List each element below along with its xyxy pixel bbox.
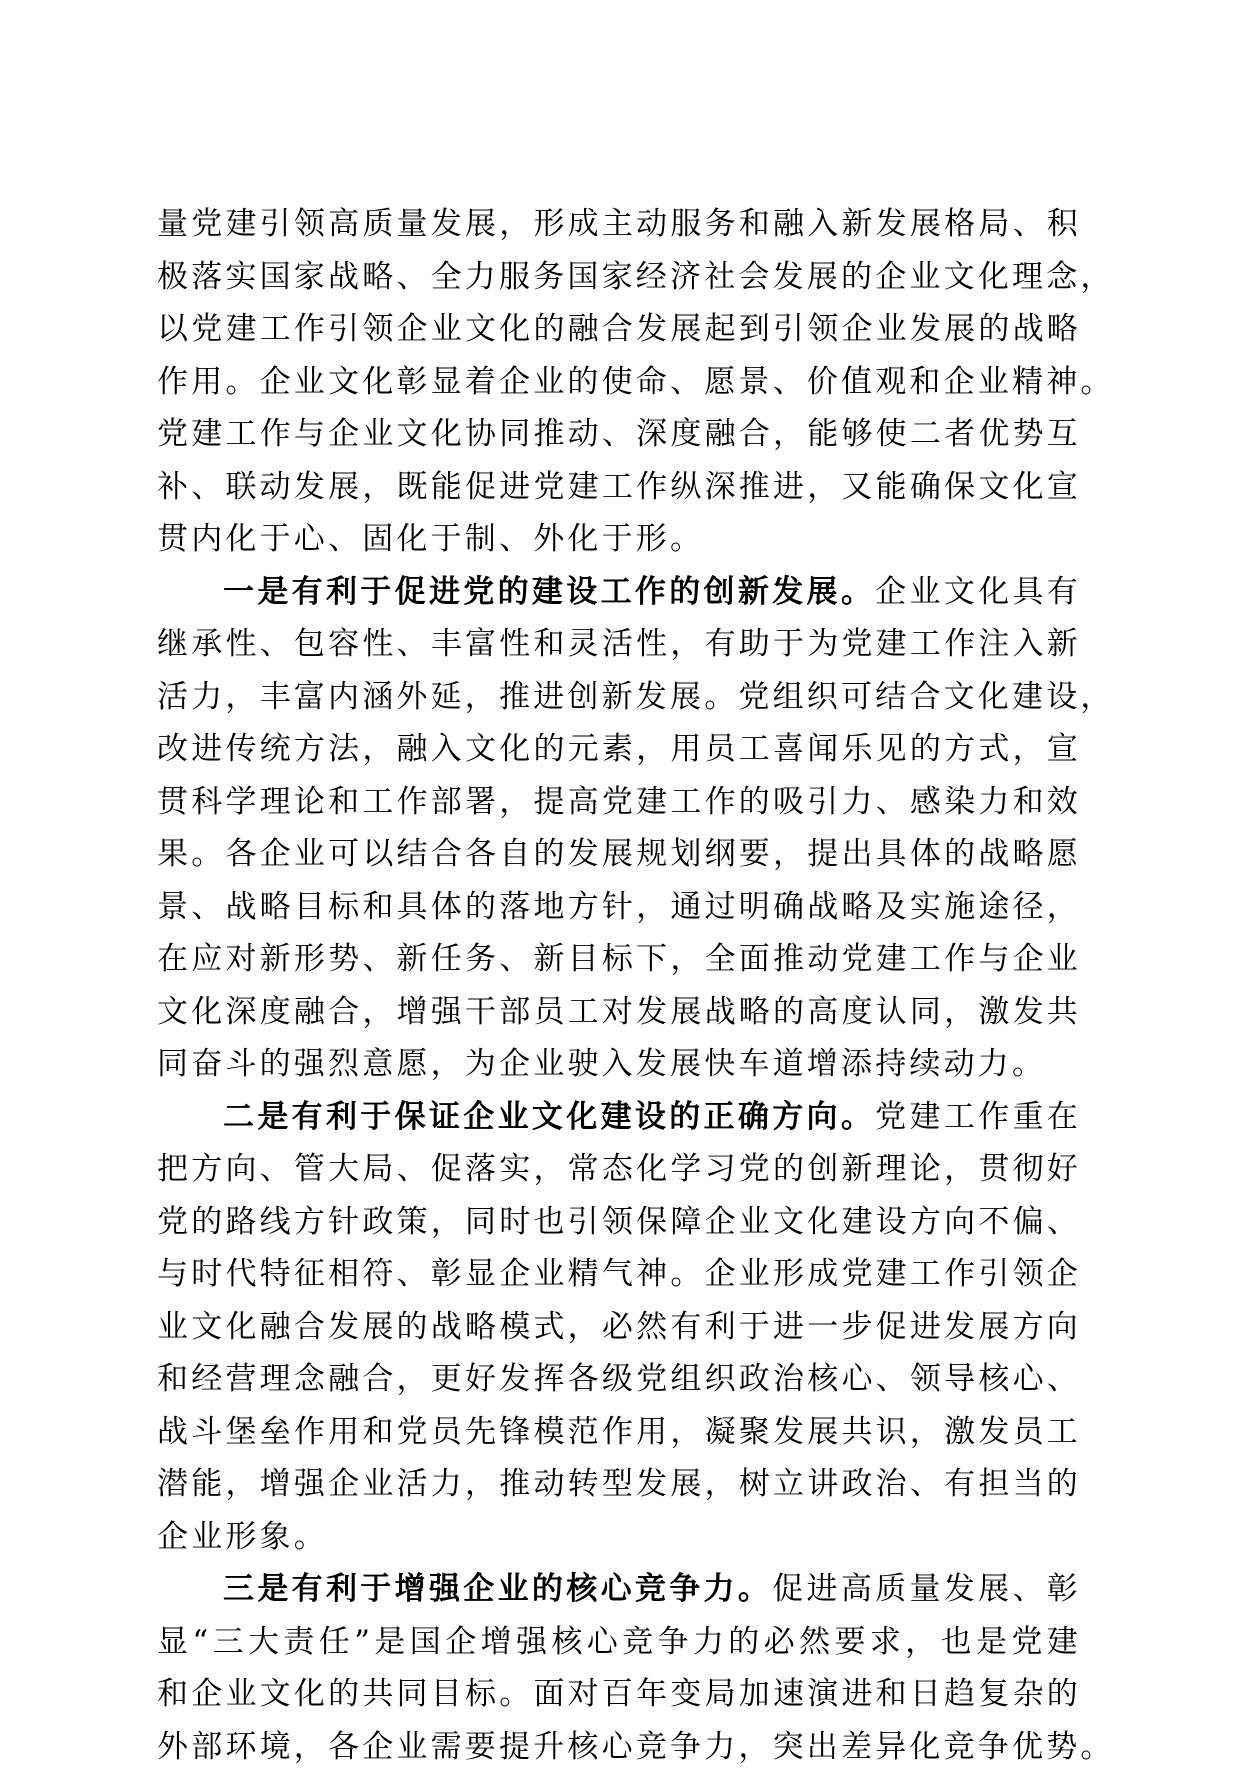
text-line: 党的路线方针政策，同时也引领保障企业文化建设方向不偏、 — [157, 1196, 1081, 1249]
paragraph-three — [157, 1563, 1081, 1773]
text-line: 贯内化于心、固化于制、外化于形。 — [157, 513, 1081, 566]
paragraph-first-line — [157, 1563, 1081, 1616]
heading-continuation: 党建工作重在 — [875, 1099, 1081, 1135]
text-line: 显“三大责任”是国企增强核心竞争力的必然要求，也是党建 — [157, 1616, 1081, 1669]
text-line: 果。各企业可以结合各自的发展规划纲要，提出具体的战略愿 — [157, 828, 1081, 881]
text-line: 继承性、包容性、丰富性和灵活性，有助于为党建工作注入新 — [157, 618, 1081, 671]
text-line: 与时代特征相符、彰显企业精气神。企业形成党建工作引领企 — [157, 1248, 1081, 1301]
text-line: 战斗堡垒作用和党员先锋模范作用，凝聚发展共识，激发员工 — [157, 1406, 1081, 1459]
text-line: 补、联动发展，既能促进党建工作纵深推进，又能确保文化宣 — [157, 461, 1081, 514]
paragraph-heading: 二是有利于保证企业文化建设的正确方向。 — [223, 1099, 875, 1135]
text-line: 极落实国家战略、全力服务国家经济社会发展的企业文化理念， — [157, 251, 1081, 304]
text-line: 量党建引领高质量发展，形成主动服务和融入新发展格局、积 — [157, 198, 1081, 251]
text-line: 业文化融合发展的战略模式，必然有利于进一步促进发展方向 — [157, 1301, 1081, 1354]
paragraph-two — [157, 1091, 1081, 1564]
heading-continuation: 企业文化具有 — [875, 574, 1081, 610]
paragraph-heading: 三是有利于增强企业的核心竞争力。 — [223, 1571, 772, 1607]
text-line: 贯科学理论和工作部署，提高党建工作的吸引力、感染力和效 — [157, 776, 1081, 829]
paragraph-heading: 一是有利于促进党的建设工作的创新发展。 — [223, 574, 875, 610]
paragraph-first-line — [157, 1091, 1081, 1144]
text-line: 改进传统方法，融入文化的元素，用员工喜闻乐见的方式，宣 — [157, 723, 1081, 776]
text-line: 党建工作与企业文化协同推动、深度融合，能够使二者优势互 — [157, 408, 1081, 461]
text-line: 和企业文化的共同目标。面对百年变局加速演进和日趋复杂的 — [157, 1668, 1081, 1721]
text-line: 作用。企业文化彰显着企业的使命、愿景、价值观和企业精神。 — [157, 356, 1081, 409]
text-line: 外部环境，各企业需要提升核心竞争力，突出差异化竞争优势。 — [157, 1721, 1081, 1773]
paragraph-first-line — [157, 566, 1081, 619]
paragraph-one — [157, 566, 1081, 1091]
text-line: 活力，丰富内涵外延，推进创新发展。党组织可结合文化建设， — [157, 671, 1081, 724]
text-line: 企业形象。 — [157, 1511, 1081, 1564]
text-line: 同奋斗的强烈意愿，为企业驶入发展快车道增添持续动力。 — [157, 1038, 1081, 1091]
document-body — [157, 198, 1081, 1773]
text-line: 把方向、管大局、促落实，常态化学习党的创新理论，贯彻好 — [157, 1143, 1081, 1196]
heading-continuation: 促进高质量发展、彰 — [772, 1571, 1081, 1607]
text-line: 以党建工作引领企业文化的融合发展起到引领企业发展的战略 — [157, 303, 1081, 356]
text-line: 景、战略目标和具体的落地方针，通过明确战略及实施途径， — [157, 881, 1081, 934]
text-line: 文化深度融合，增强干部员工对发展战略的高度认同，激发共 — [157, 986, 1081, 1039]
text-line: 潜能，增强企业活力，推动转型发展，树立讲政治、有担当的 — [157, 1458, 1081, 1511]
paragraph-intro — [157, 198, 1081, 566]
text-line: 和经营理念融合，更好发挥各级党组织政治核心、领导核心、 — [157, 1353, 1081, 1406]
text-line: 在应对新形势、新任务、新目标下，全面推动党建工作与企业 — [157, 933, 1081, 986]
